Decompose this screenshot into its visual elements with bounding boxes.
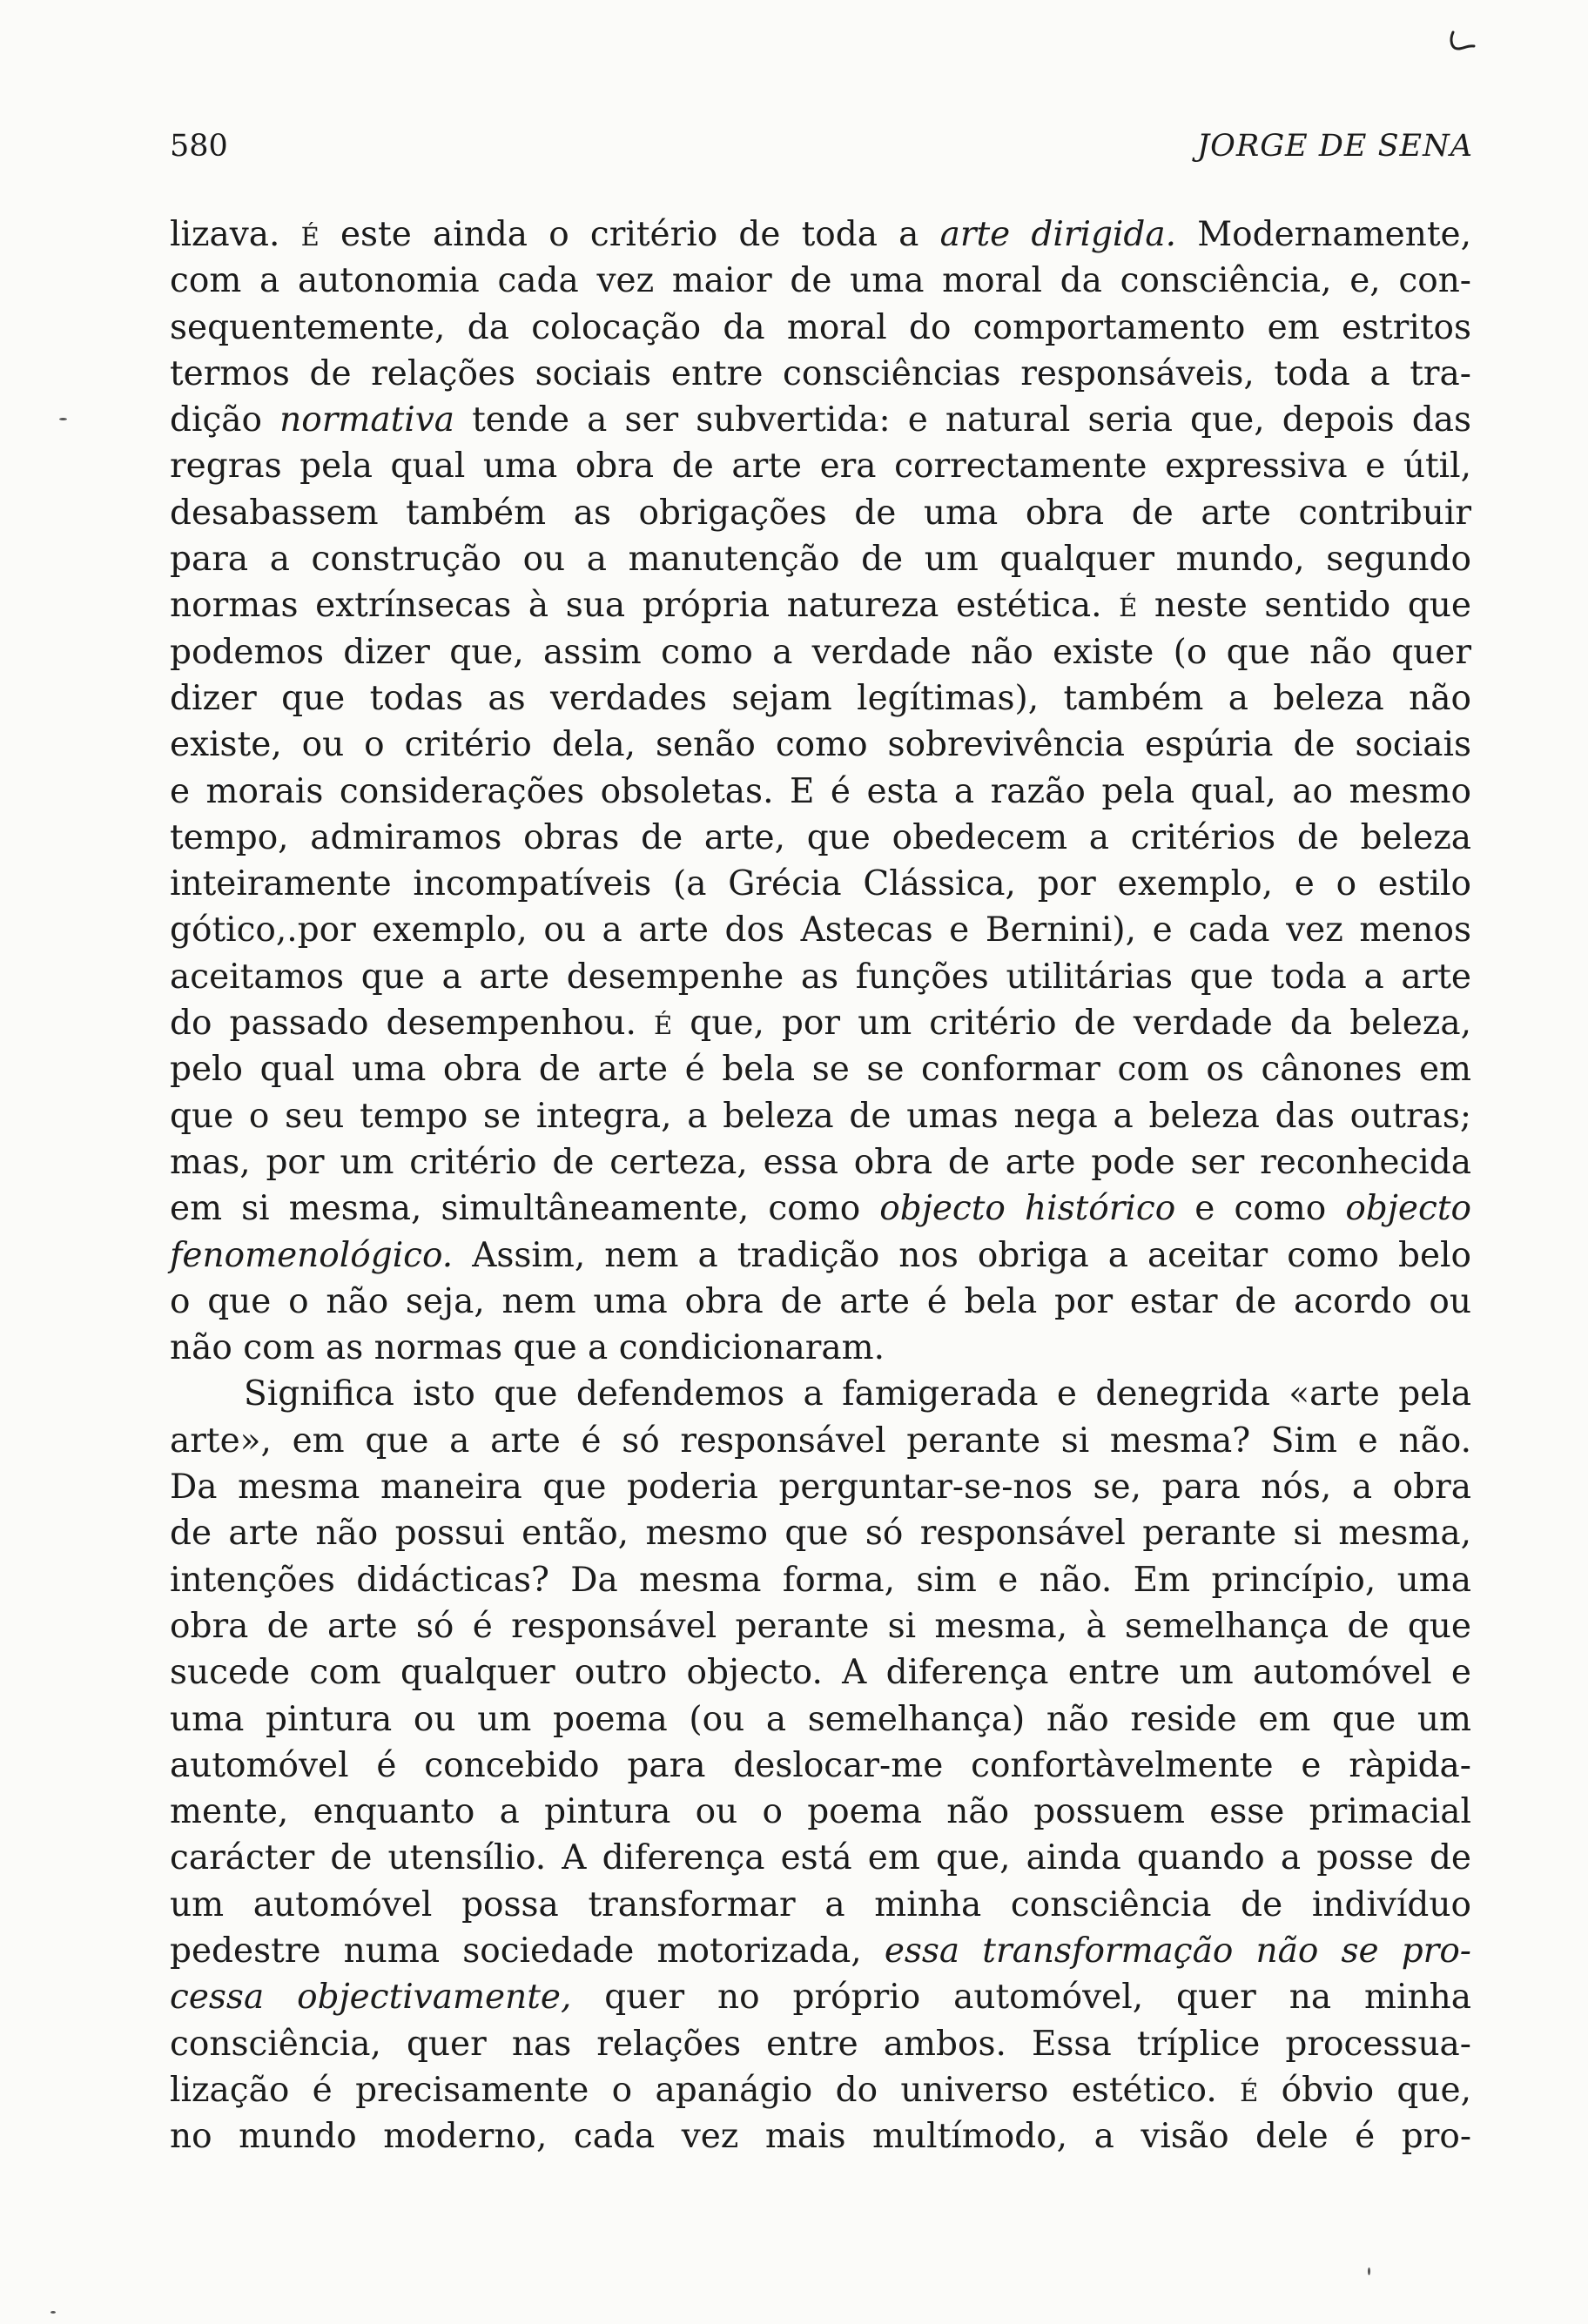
text-line: normas extrínsecas à sua própria natureza estética. É neste sentido que <box>170 586 1471 626</box>
margin-speck <box>50 2311 56 2314</box>
text-line: do passado desempenhou. É que, por um critério de verdade da beleza, <box>170 1004 1471 1044</box>
handwritten-check-mark <box>1448 30 1479 56</box>
running-head: JORGE DE SENA <box>1197 129 1473 164</box>
text-line: mente, enquanto a pintura ou o poema não possuem esse primacial <box>170 1792 1471 1832</box>
italic-phrase: normativa <box>279 400 455 440</box>
text-line: gótico,.por exemplo, ou a arte dos Astecas e Bernini), e cada vez menos <box>170 910 1471 950</box>
text-line: sequentemente, da colocação da moral do comportamento em estritos <box>170 307 1471 347</box>
text-line: de arte não possui então, mesmo que só responsável perante si mesma, <box>170 1514 1471 1554</box>
text-line: existe, ou o critério dela, senão como sobrevivência espúria de sociais <box>170 725 1471 765</box>
paragraph-2 <box>170 1371 1471 2159</box>
page-header <box>170 124 1473 168</box>
paragraph-1 <box>170 212 1471 1371</box>
text-line: um automóvel possa transformar a minha consciência de indivíduo <box>170 1884 1471 1924</box>
text-line: para a construção ou a manutenção de um qualquer mundo, segundo <box>170 540 1471 580</box>
text-line: e morais considerações obsoletas. E é esta a razão pela qual, ao mesmo <box>170 771 1471 811</box>
italic-phrase: cessa objectivamente, <box>170 1978 572 2018</box>
italic-phrase: arte dirigida. <box>939 215 1177 254</box>
italic-phrase: objecto <box>1345 1189 1471 1229</box>
italic-phrase: fenomenológico. <box>170 1235 454 1275</box>
italic-phrase: essa transformação não se pro- <box>884 1931 1471 1971</box>
text-line: automóvel é concebido para deslocar-me confortàvelmente e ràpida- <box>170 1745 1471 1785</box>
text-line: desabassem também as obrigações de uma obra de arte contribuir <box>170 493 1471 533</box>
text-line: pedestre numa sociedade motorizada, essa transformação não se pro- <box>170 1931 1471 1971</box>
text-line: uma pintura ou um poema (ou a semelhança) não reside em que um <box>170 1699 1471 1739</box>
text-line: inteiramente incompatíveis (a Grécia Clássica, por exemplo, e o estilo <box>170 864 1471 904</box>
text-line: pelo qual uma obra de arte é bela se se conformar com os cânones em <box>170 1050 1471 1090</box>
text-line: não com as normas que a condicionaram. <box>170 1328 885 1368</box>
text-line: cessa objectivamente, quer no próprio automóvel, quer na minha <box>170 1978 1471 2018</box>
text-line: Significa isto que defendemos a famigerada e denegrida «arte pela <box>244 1374 1471 1414</box>
text-line: consciência, quer nas relações entre ambos. Essa tríplice processua- <box>170 2024 1471 2064</box>
text-line: lização é precisamente o apanágio do universo estético. É óbvio que, <box>170 2070 1471 2110</box>
text-line: podemos dizer que, assim como a verdade não existe (o que não quer <box>170 632 1471 672</box>
margin-speck <box>1368 2267 1370 2275</box>
text-line: mas, por um critério de certeza, essa obra de arte pode ser reconhecida <box>170 1142 1471 1182</box>
text-line: arte», em que a arte é só responsável perante si mesma? Sim e não. <box>170 1421 1471 1461</box>
text-line: no mundo moderno, cada vez mais multímodo, a visão dele é pro- <box>170 2117 1471 2157</box>
text-line: carácter de utensílio. A diferença está em que, ainda quando a posse de <box>170 1838 1471 1878</box>
text-line: o que o não seja, nem uma obra de arte é bela por estar de acordo ou <box>170 1281 1471 1321</box>
margin-speck <box>59 418 67 420</box>
text-line: em si mesma, simultâneamente, como objecto histórico e como objecto <box>170 1189 1471 1229</box>
text-line: tempo, admiramos obras de arte, que obedecem a critérios de beleza <box>170 817 1471 857</box>
text-line: regras pela qual uma obra de arte era correctamente expressiva e útil, <box>170 447 1471 487</box>
text-line: sucede com qualquer outro objecto. A diferença entre um automóvel e <box>170 1653 1471 1693</box>
text-line: lizava. É este ainda o critério de toda a arte dirigida. Modernamente, <box>170 215 1471 254</box>
text-line: fenomenológico. Assim, nem a tradição nos obriga a aceitar como belo <box>170 1235 1471 1275</box>
text-line: intenções didácticas? Da mesma forma, sim e não. Em princípio, uma <box>170 1560 1471 1600</box>
text-line: termos de relações sociais entre consciências responsáveis, toda a tra- <box>170 353 1471 393</box>
text-line: que o seu tempo se integra, a beleza de umas nega a beleza das outras; <box>170 1096 1471 1136</box>
text-line: com a autonomia cada vez maior de uma moral da consciência, e, con- <box>170 261 1471 301</box>
text-line: aceitamos que a arte desempenhe as funções utilitárias que toda a arte <box>170 957 1471 997</box>
text-line: dição normativa tende a ser subvertida: e natural seria que, depois das <box>170 400 1471 440</box>
text-line: Da mesma maneira que poderia perguntar-se-nos se, para nós, a obra <box>170 1468 1471 1508</box>
page-number: 580 <box>170 129 228 164</box>
italic-phrase: objecto histórico <box>879 1189 1176 1229</box>
text-line: obra de arte só é responsável perante si mesma, à semelhança de que <box>170 1606 1471 1646</box>
body-text <box>170 212 1471 2159</box>
text-line: dizer que todas as verdades sejam legítimas), também a beleza não <box>170 678 1471 718</box>
